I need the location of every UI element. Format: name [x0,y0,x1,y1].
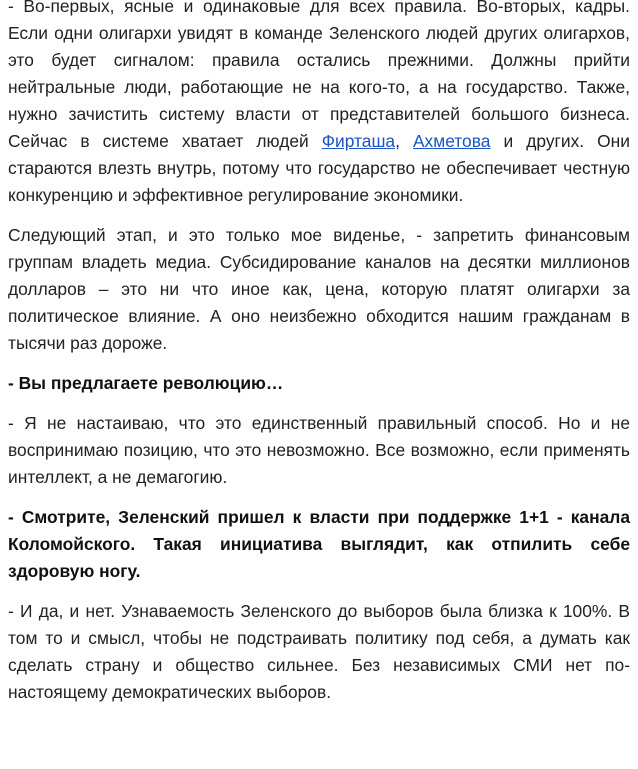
paragraph-answer-1 [8,0,630,209]
question-zelensky-kolomoisky: - Смотрите, Зеленский пришел к власти при поддержке 1+1 - канала Коломойского. Такая инициатива выглядит, как отпилить себе здоровую ногу. [8,507,630,581]
link-separator: , [395,131,413,151]
paragraph-answer-4: - И да, и нет. Узнаваемость Зеленского до выборов была близка к 100%. В том то и смысл, чтобы не подстраивать политику под себя, а думать как сделать страну и общество сильнее. Без независимых СМИ нет по-настоящему демократических выборов. [8,601,630,702]
paragraph-text: и других. Они стараются влезть внутрь, потому что государство не обеспечивает честную конкуренцию и эффективное регулирование экономики. [8,131,630,205]
question-revolution: - Вы предлагаете революцию… [8,373,284,393]
paragraph-answer-2: Следующий этап, и это только мое виденье, - запретить финансовым группам владеть медиа. Субсидирование каналов на десятки миллионов долларов – это ни что иное как, цена, которую платят олигархи за политическое влияние. А оно неизбежно обходится нашим гражданам в тысячи раз дороже. [8,225,630,353]
paragraph-answer-3: - Я не настаиваю, что это единственный правильный способ. Но и не воспринимаю позицию, что это невозможно. Все возможно, если применять интеллект, а не демагогию. [8,413,630,487]
link-firtash[interactable]: Фирташа [321,131,396,151]
paragraph-text: - Во-первых, ясные и одинаковые для всех правила. Во-вторых, кадры. Если одни олигархи увидят в команде Зеленского людей других олигархов, это будет сигналом: правила остались прежними. Должны прийти нейтральные люди, работающие не на кого-то, а на государство. Также, нужно зачистить систему власти от представителей большого бизнеса. Сейчас в системе хватает людей [8,0,630,151]
link-akhmetov[interactable]: Ахметова [412,131,491,151]
